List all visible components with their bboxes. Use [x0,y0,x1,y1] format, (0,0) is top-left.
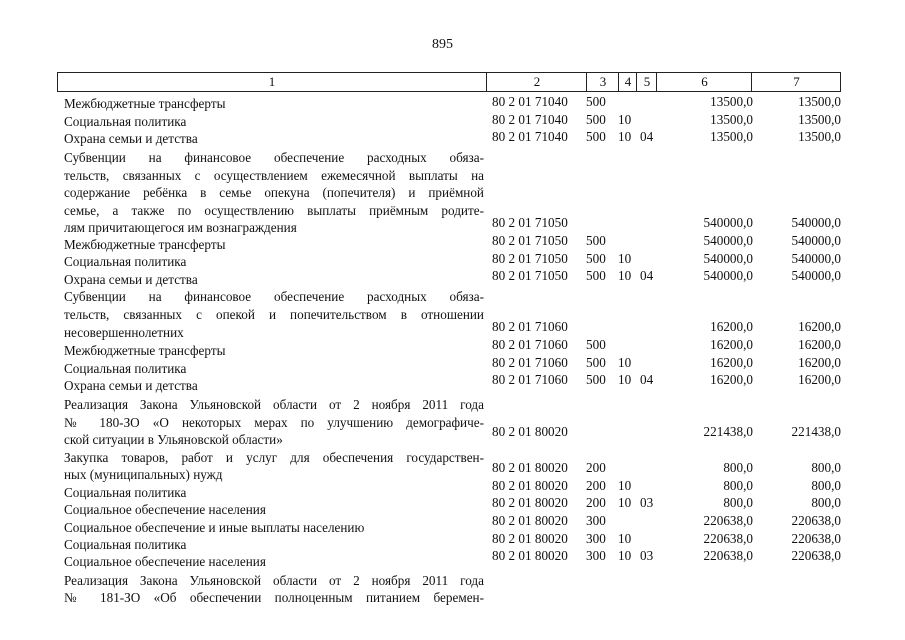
row-name: Межбюджетные трансферты [64,237,226,252]
row-amount-col6: 540000,0 [703,268,753,283]
row-name: Социальное обеспечение и иные выплаты населению [64,520,365,535]
row-section: 10 [618,112,632,127]
row-name: Реализация Закона Ульяновской области от 2 ноября 2011 года [64,573,484,588]
row-expense-type: 500 [586,355,606,370]
table-row [0,396,905,414]
row-subsection: 04 [640,268,654,283]
row-section: 10 [618,531,632,546]
row-section: 10 [618,129,632,144]
row-amount-col7: 540000,0 [791,215,841,230]
row-name: Охрана семьи и детства [64,131,198,146]
row-expense-type: 200 [586,460,606,475]
table-row [0,288,905,306]
row-code: 80 2 01 80020 [492,478,568,493]
row-name: Межбюджетные трансферты [64,343,226,358]
header-col-5: 5 [636,73,657,91]
header-col-4: 4 [618,73,637,91]
row-code: 80 2 01 71040 [492,94,568,109]
row-amount-col7: 220638,0 [791,531,841,546]
page-number: 895 [432,37,453,52]
row-name: Реализация Закона Ульяновской области от 2 ноября 2011 года [64,397,484,412]
row-code: 80 2 01 71050 [492,251,568,266]
row-section: 10 [618,495,632,510]
row-name: тельств, связанных с осуществлением ежемесячной выплаты на [64,168,484,183]
row-code: 80 2 01 71060 [492,337,568,352]
row-name: Межбюджетные трансферты [64,96,226,111]
table-row [0,372,905,395]
row-subsection: 04 [640,129,654,144]
table-row [0,424,905,449]
header-col-6: 6 [656,73,752,91]
row-name: тельств, связанных с опекой и попечительством в отношении [64,307,484,322]
row-amount-col7: 800,0 [811,460,841,475]
row-code: 80 2 01 80020 [492,531,568,546]
row-expense-type: 300 [586,513,606,528]
table-row [0,149,905,167]
row-name: Субвенции на финансовое обеспечение расходных обяза- [64,150,484,165]
row-expense-type: 300 [586,548,606,563]
row-amount-col6: 540000,0 [703,233,753,248]
row-expense-type: 500 [586,372,606,387]
row-code: 80 2 01 71050 [492,268,568,283]
row-name: Социальная политика [64,537,187,552]
row-amount-col6: 221438,0 [703,424,753,439]
row-name: Социальная политика [64,114,187,129]
row-expense-type: 500 [586,112,606,127]
row-amount-col7: 221438,0 [791,424,841,439]
row-amount-col6: 13500,0 [710,112,753,127]
row-amount-col6: 16200,0 [710,337,753,352]
row-amount-col6: 800,0 [723,495,753,510]
row-amount-col7: 220638,0 [791,548,841,563]
row-name: Социальное обеспечение населения [64,554,266,569]
row-name: семье, а также по осуществлению выплаты приёмным родите- [64,203,484,218]
row-amount-col7: 16200,0 [798,319,841,334]
row-expense-type: 500 [586,337,606,352]
row-amount-col7: 16200,0 [798,355,841,370]
row-amount-col6: 220638,0 [703,548,753,563]
table-row [0,548,905,571]
header-col-3: 3 [586,73,619,91]
row-amount-col6: 800,0 [723,478,753,493]
row-expense-type: 500 [586,129,606,144]
row-name: Субвенции на финансовое обеспечение расходных обяза- [64,289,484,304]
row-section: 10 [618,548,632,563]
row-code: 80 2 01 80020 [492,424,568,439]
header-col-2: 2 [486,73,587,91]
row-amount-col7: 13500,0 [798,94,841,109]
row-name: Социальная политика [64,254,187,269]
row-code: 80 2 01 71060 [492,319,568,334]
row-code: 80 2 01 71040 [492,112,568,127]
row-section: 10 [618,251,632,266]
row-code: 80 2 01 71060 [492,372,568,387]
table-row [0,268,905,289]
row-amount-col6: 220638,0 [703,531,753,546]
row-expense-type: 200 [586,478,606,493]
row-amount-col6: 13500,0 [710,129,753,144]
row-section: 10 [618,355,632,370]
row-amount-col7: 13500,0 [798,129,841,144]
row-expense-type: 300 [586,531,606,546]
row-code: 80 2 01 71040 [492,129,568,144]
row-subsection: 04 [640,372,654,387]
header-col-7: 7 [751,73,841,91]
row-expense-type: 500 [586,94,606,109]
row-name: Социальная политика [64,485,187,500]
row-subsection: 03 [640,548,654,563]
row-name: № 181-ЗО «Об обеспечении полноценным питанием беремен- [64,590,484,605]
row-amount-col7: 13500,0 [798,112,841,127]
row-code: 80 2 01 71050 [492,215,568,230]
row-name: Социальное обеспечение населения [64,502,266,517]
row-amount-col7: 16200,0 [798,337,841,352]
row-code: 80 2 01 71050 [492,233,568,248]
row-code: 80 2 01 80020 [492,460,568,475]
row-amount-col6: 16200,0 [710,355,753,370]
row-name: ных (муниципальных) нужд [64,467,223,482]
row-subsection: 03 [640,495,654,510]
table-row [0,167,905,185]
row-name: Охрана семьи и детства [64,272,198,287]
row-amount-col7: 800,0 [811,495,841,510]
row-expense-type: 200 [586,495,606,510]
row-expense-type: 500 [586,233,606,248]
row-expense-type: 500 [586,251,606,266]
row-name: несовершеннолетних [64,325,184,340]
row-amount-col6: 800,0 [723,460,753,475]
row-name: № 180-ЗО «О некоторых мерах по улучшению демографиче- [64,415,484,430]
row-amount-col7: 220638,0 [791,513,841,528]
row-code: 80 2 01 80020 [492,513,568,528]
row-section: 10 [618,372,632,387]
table-row [0,184,905,202]
row-code: 80 2 01 80020 [492,495,568,510]
row-name: Закупка товаров, работ и услуг для обеспечения государствен- [64,450,484,465]
row-amount-col6: 16200,0 [710,319,753,334]
row-amount-col7: 540000,0 [791,268,841,283]
row-name: Охрана семьи и детства [64,378,198,393]
row-code: 80 2 01 80020 [492,548,568,563]
row-amount-col7: 16200,0 [798,372,841,387]
row-amount-col6: 13500,0 [710,94,753,109]
row-section: 10 [618,268,632,283]
row-amount-col6: 220638,0 [703,513,753,528]
table-row [0,589,905,607]
row-expense-type: 500 [586,268,606,283]
row-code: 80 2 01 71060 [492,355,568,370]
table-header [57,72,841,92]
table-row [0,130,905,148]
row-name: ской ситуации в Ульяновской области» [64,432,283,447]
row-name: Социальная политика [64,361,187,376]
row-amount-col7: 800,0 [811,478,841,493]
row-section: 10 [618,478,632,493]
header-col-1: 1 [268,74,276,89]
row-amount-col6: 16200,0 [710,372,753,387]
row-amount-col6: 540000,0 [703,215,753,230]
row-name: содержание ребёнка в семье опекуна (попечителя) и приёмной [64,185,484,200]
table-row [0,572,905,590]
row-amount-col7: 540000,0 [791,251,841,266]
row-amount-col7: 540000,0 [791,233,841,248]
row-name: лям причитающегося им вознаграждения [64,220,297,235]
row-amount-col6: 540000,0 [703,251,753,266]
